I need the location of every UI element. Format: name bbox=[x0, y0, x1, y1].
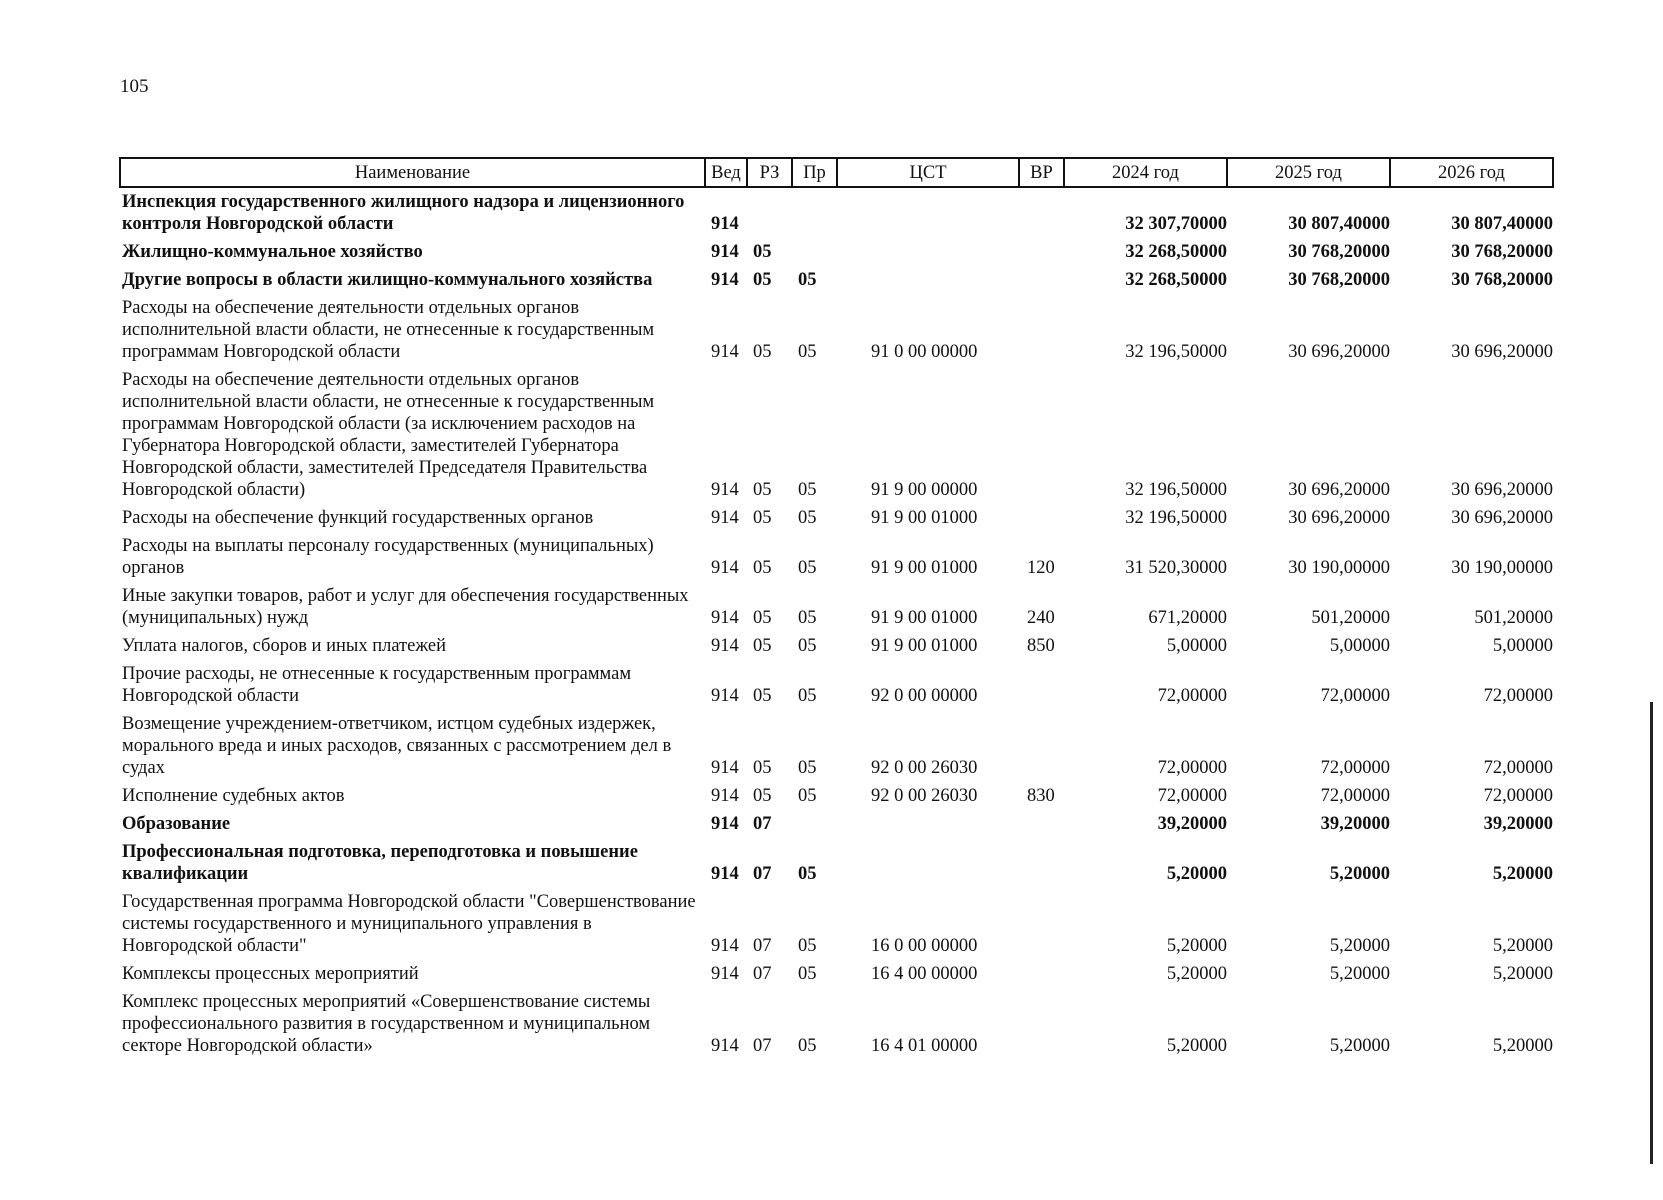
cell-ved: 914 bbox=[711, 686, 739, 706]
cell-name: Расходы на обеспечение деятельности отдельных органов исполнительной власти области, не отнесенные к государственным программам Новгородской области bbox=[122, 298, 655, 362]
table-row bbox=[120, 266, 1553, 294]
cell-vr: 850 bbox=[1027, 636, 1055, 656]
cell-2024: 39,20000 bbox=[1157, 814, 1227, 834]
cell-vr bbox=[1019, 660, 1064, 710]
cell-2026: 72,00000 bbox=[1483, 758, 1553, 778]
cell-pr bbox=[792, 238, 837, 266]
table-row bbox=[120, 838, 1553, 888]
cell-ved: 914 bbox=[711, 608, 739, 628]
cell-pr bbox=[792, 187, 837, 238]
budget-table bbox=[119, 157, 1554, 1060]
cell-2026: 72,00000 bbox=[1483, 686, 1553, 706]
cell-2025: 30 696,20000 bbox=[1288, 342, 1390, 362]
cell-name: Иные закупки товаров, работ и услуг для обеспечения государственных (муниципальных) нужд bbox=[122, 586, 689, 628]
cell-2025: 5,20000 bbox=[1329, 1036, 1390, 1056]
cell-2026: 30 696,20000 bbox=[1451, 508, 1553, 528]
cell-rz: 05 bbox=[753, 758, 772, 778]
cell-name: Прочие расходы, не отнесенные к государственным программам Новгородской области bbox=[122, 664, 632, 706]
cell-ved: 914 bbox=[711, 214, 739, 234]
table-row bbox=[120, 660, 1553, 710]
cell-vr bbox=[1019, 266, 1064, 294]
cell-pr bbox=[792, 810, 837, 838]
header-2024: 2024 год bbox=[1064, 158, 1227, 187]
cell-name: Возмещение учреждением-ответчиком, истцом судебных издержек, морального вреда и иных расходов, связанных с рассмотрением дел в судах bbox=[122, 714, 672, 778]
cell-2025: 72,00000 bbox=[1320, 786, 1390, 806]
scan-edge-line bbox=[1650, 702, 1653, 1164]
cell-2025: 30 768,20000 bbox=[1288, 270, 1390, 290]
cell-rz: 07 bbox=[753, 1036, 772, 1056]
table-row bbox=[120, 710, 1553, 782]
cell-2026: 5,20000 bbox=[1492, 864, 1553, 884]
cell-cst: 92 0 00 26030 bbox=[871, 786, 978, 806]
cell-2024: 671,20000 bbox=[1148, 608, 1227, 628]
table-row bbox=[120, 187, 1553, 238]
cell-pr: 05 bbox=[798, 508, 817, 528]
cell-pr: 05 bbox=[798, 558, 817, 578]
cell-cst bbox=[837, 810, 1019, 838]
cell-2024: 32 196,50000 bbox=[1125, 480, 1227, 500]
cell-2026: 30 696,20000 bbox=[1451, 342, 1553, 362]
cell-vr bbox=[1019, 810, 1064, 838]
cell-ved: 914 bbox=[711, 508, 739, 528]
cell-pr: 05 bbox=[798, 864, 817, 884]
cell-pr: 05 bbox=[798, 608, 817, 628]
cell-rz: 05 bbox=[753, 686, 772, 706]
cell-rz: 05 bbox=[753, 270, 772, 290]
cell-2024: 32 307,70000 bbox=[1125, 214, 1227, 234]
header-2025: 2025 год bbox=[1227, 158, 1390, 187]
cell-ved: 914 bbox=[711, 814, 739, 834]
cell-name: Уплата налогов, сборов и иных платежей bbox=[122, 636, 447, 656]
cell-2025: 5,20000 bbox=[1329, 864, 1390, 884]
cell-vr bbox=[1019, 294, 1064, 366]
cell-2025: 72,00000 bbox=[1320, 758, 1390, 778]
cell-cst bbox=[837, 838, 1019, 888]
cell-ved: 914 bbox=[711, 964, 739, 984]
header-vr: ВР bbox=[1019, 158, 1064, 187]
cell-pr: 05 bbox=[798, 636, 817, 656]
cell-vr bbox=[1019, 238, 1064, 266]
cell-name: Жилищно-коммунальное хозяйство bbox=[122, 242, 423, 262]
header-cst: ЦСТ bbox=[837, 158, 1019, 187]
cell-2026: 30 807,40000 bbox=[1451, 214, 1553, 234]
cell-2026: 30 768,20000 bbox=[1451, 242, 1553, 262]
cell-cst bbox=[837, 187, 1019, 238]
cell-2024: 32 268,50000 bbox=[1125, 242, 1227, 262]
cell-rz: 07 bbox=[753, 936, 772, 956]
cell-ved: 914 bbox=[711, 636, 739, 656]
header-rz: РЗ bbox=[747, 158, 792, 187]
cell-rz bbox=[747, 187, 792, 238]
cell-pr: 05 bbox=[798, 786, 817, 806]
table-row bbox=[120, 782, 1553, 810]
cell-ved: 914 bbox=[711, 242, 739, 262]
cell-2024: 5,20000 bbox=[1166, 1036, 1227, 1056]
cell-vr: 830 bbox=[1027, 786, 1055, 806]
header-pr: Пр bbox=[792, 158, 837, 187]
cell-2024: 31 520,30000 bbox=[1125, 558, 1227, 578]
cell-cst: 91 9 00 00000 bbox=[871, 480, 978, 500]
cell-2025: 30 807,40000 bbox=[1288, 214, 1390, 234]
table-row bbox=[120, 582, 1553, 632]
cell-vr bbox=[1019, 710, 1064, 782]
header-name: Наименование bbox=[120, 158, 705, 187]
cell-2026: 501,20000 bbox=[1474, 608, 1553, 628]
header-ved: Вед bbox=[705, 158, 747, 187]
cell-cst bbox=[837, 238, 1019, 266]
cell-rz: 05 bbox=[753, 786, 772, 806]
cell-name: Расходы на обеспечение функций государственных органов bbox=[122, 508, 594, 528]
cell-cst: 91 0 00 00000 bbox=[871, 342, 978, 362]
page-number: 105 bbox=[120, 76, 149, 97]
cell-cst bbox=[837, 266, 1019, 294]
cell-2024: 72,00000 bbox=[1157, 686, 1227, 706]
cell-2026: 72,00000 bbox=[1483, 786, 1553, 806]
cell-vr bbox=[1019, 888, 1064, 960]
cell-pr: 05 bbox=[798, 758, 817, 778]
header-2026: 2026 год bbox=[1390, 158, 1553, 187]
cell-2025: 501,20000 bbox=[1311, 608, 1390, 628]
table-header bbox=[120, 158, 1553, 187]
cell-2025: 5,20000 bbox=[1329, 936, 1390, 956]
table-row bbox=[120, 632, 1553, 660]
cell-rz: 05 bbox=[753, 342, 772, 362]
cell-pr: 05 bbox=[798, 936, 817, 956]
cell-2026: 30 190,00000 bbox=[1451, 558, 1553, 578]
cell-2025: 30 190,00000 bbox=[1288, 558, 1390, 578]
cell-pr: 05 bbox=[798, 1036, 817, 1056]
cell-cst: 92 0 00 26030 bbox=[871, 758, 978, 778]
cell-rz: 07 bbox=[753, 814, 772, 834]
table-row bbox=[120, 504, 1553, 532]
cell-vr bbox=[1019, 187, 1064, 238]
cell-rz: 05 bbox=[753, 508, 772, 528]
cell-pr: 05 bbox=[798, 686, 817, 706]
table-body bbox=[120, 187, 1553, 1060]
cell-name: Профессиональная подготовка, переподготовка и повышение квалификации bbox=[122, 842, 638, 884]
cell-vr bbox=[1019, 960, 1064, 988]
cell-name: Комплекс процессных мероприятий «Совершенствование системы профессионального развития в государственном и муниципальном секторе Новгородской области» bbox=[122, 992, 651, 1056]
cell-ved: 914 bbox=[711, 342, 739, 362]
cell-ved: 914 bbox=[711, 758, 739, 778]
cell-2024: 32 196,50000 bbox=[1125, 508, 1227, 528]
cell-vr bbox=[1019, 366, 1064, 504]
cell-2025: 5,00000 bbox=[1329, 636, 1390, 656]
cell-ved: 914 bbox=[711, 936, 739, 956]
cell-pr: 05 bbox=[798, 270, 817, 290]
cell-cst: 91 9 00 01000 bbox=[871, 508, 978, 528]
cell-2026: 30 768,20000 bbox=[1451, 270, 1553, 290]
cell-2026: 39,20000 bbox=[1483, 814, 1553, 834]
cell-pr: 05 bbox=[798, 964, 817, 984]
table-row bbox=[120, 960, 1553, 988]
cell-name: Комплексы процессных мероприятий bbox=[122, 964, 419, 984]
cell-cst: 92 0 00 00000 bbox=[871, 686, 978, 706]
cell-2026: 5,20000 bbox=[1492, 1036, 1553, 1056]
cell-cst: 91 9 00 01000 bbox=[871, 636, 978, 656]
cell-vr: 240 bbox=[1027, 608, 1055, 628]
cell-ved: 914 bbox=[711, 558, 739, 578]
cell-2025: 39,20000 bbox=[1320, 814, 1390, 834]
cell-2025: 30 768,20000 bbox=[1288, 242, 1390, 262]
cell-2024: 32 196,50000 bbox=[1125, 342, 1227, 362]
cell-rz: 05 bbox=[753, 636, 772, 656]
cell-2024: 72,00000 bbox=[1157, 758, 1227, 778]
cell-name: Другие вопросы в области жилищно-коммунального хозяйства bbox=[122, 270, 653, 290]
cell-ved: 914 bbox=[711, 1036, 739, 1056]
table-row bbox=[120, 532, 1553, 582]
cell-ved: 914 bbox=[711, 480, 739, 500]
table-row bbox=[120, 366, 1553, 504]
cell-pr: 05 bbox=[798, 342, 817, 362]
table-row bbox=[120, 810, 1553, 838]
cell-name: Государственная программа Новгородской области "Совершенствование системы государственного и муниципального управления в Новгородской области" bbox=[122, 892, 696, 956]
cell-2025: 30 696,20000 bbox=[1288, 508, 1390, 528]
cell-2024: 5,20000 bbox=[1166, 964, 1227, 984]
cell-cst: 16 4 01 00000 bbox=[871, 1036, 978, 1056]
cell-name: Расходы на выплаты персоналу государственных (муниципальных) органов bbox=[122, 536, 654, 578]
cell-rz: 05 bbox=[753, 608, 772, 628]
cell-vr: 120 bbox=[1027, 558, 1055, 578]
cell-2024: 32 268,50000 bbox=[1125, 270, 1227, 290]
cell-2025: 5,20000 bbox=[1329, 964, 1390, 984]
table-row bbox=[120, 294, 1553, 366]
table-row bbox=[120, 238, 1553, 266]
cell-cst: 16 4 00 00000 bbox=[871, 964, 978, 984]
cell-rz: 05 bbox=[753, 480, 772, 500]
cell-vr bbox=[1019, 504, 1064, 532]
cell-2024: 72,00000 bbox=[1157, 786, 1227, 806]
cell-2024: 5,20000 bbox=[1166, 864, 1227, 884]
cell-vr bbox=[1019, 988, 1064, 1060]
cell-ved: 914 bbox=[711, 864, 739, 884]
cell-2026: 5,00000 bbox=[1492, 636, 1553, 656]
cell-pr: 05 bbox=[798, 480, 817, 500]
cell-ved: 914 bbox=[711, 270, 739, 290]
table-row bbox=[120, 988, 1553, 1060]
cell-rz: 05 bbox=[753, 242, 772, 262]
cell-2026: 5,20000 bbox=[1492, 964, 1553, 984]
cell-rz: 05 bbox=[753, 558, 772, 578]
cell-name: Инспекция государственного жилищного надзора и лицензионного контроля Новгородской области bbox=[122, 192, 685, 234]
cell-2026: 5,20000 bbox=[1492, 936, 1553, 956]
cell-2026: 30 696,20000 bbox=[1451, 480, 1553, 500]
cell-rz: 07 bbox=[753, 864, 772, 884]
cell-2024: 5,20000 bbox=[1166, 936, 1227, 956]
cell-name: Расходы на обеспечение деятельности отдельных органов исполнительной власти области, не отнесенные к государственным программам Новгородской области (за исключением расходов на Губернатора Новгородской области, заместителей Губернатора Новгородской области, заместителей Председателя Правительства Новгородской области) bbox=[122, 370, 655, 500]
cell-vr bbox=[1019, 838, 1064, 888]
cell-ved: 914 bbox=[711, 786, 739, 806]
cell-name: Образование bbox=[122, 814, 231, 834]
cell-2025: 72,00000 bbox=[1320, 686, 1390, 706]
table-row bbox=[120, 888, 1553, 960]
cell-2024: 5,00000 bbox=[1166, 636, 1227, 656]
cell-cst: 16 0 00 00000 bbox=[871, 936, 978, 956]
cell-cst: 91 9 00 01000 bbox=[871, 608, 978, 628]
cell-2025: 30 696,20000 bbox=[1288, 480, 1390, 500]
cell-rz: 07 bbox=[753, 964, 772, 984]
cell-name: Исполнение судебных актов bbox=[122, 786, 345, 806]
cell-cst: 91 9 00 01000 bbox=[871, 558, 978, 578]
